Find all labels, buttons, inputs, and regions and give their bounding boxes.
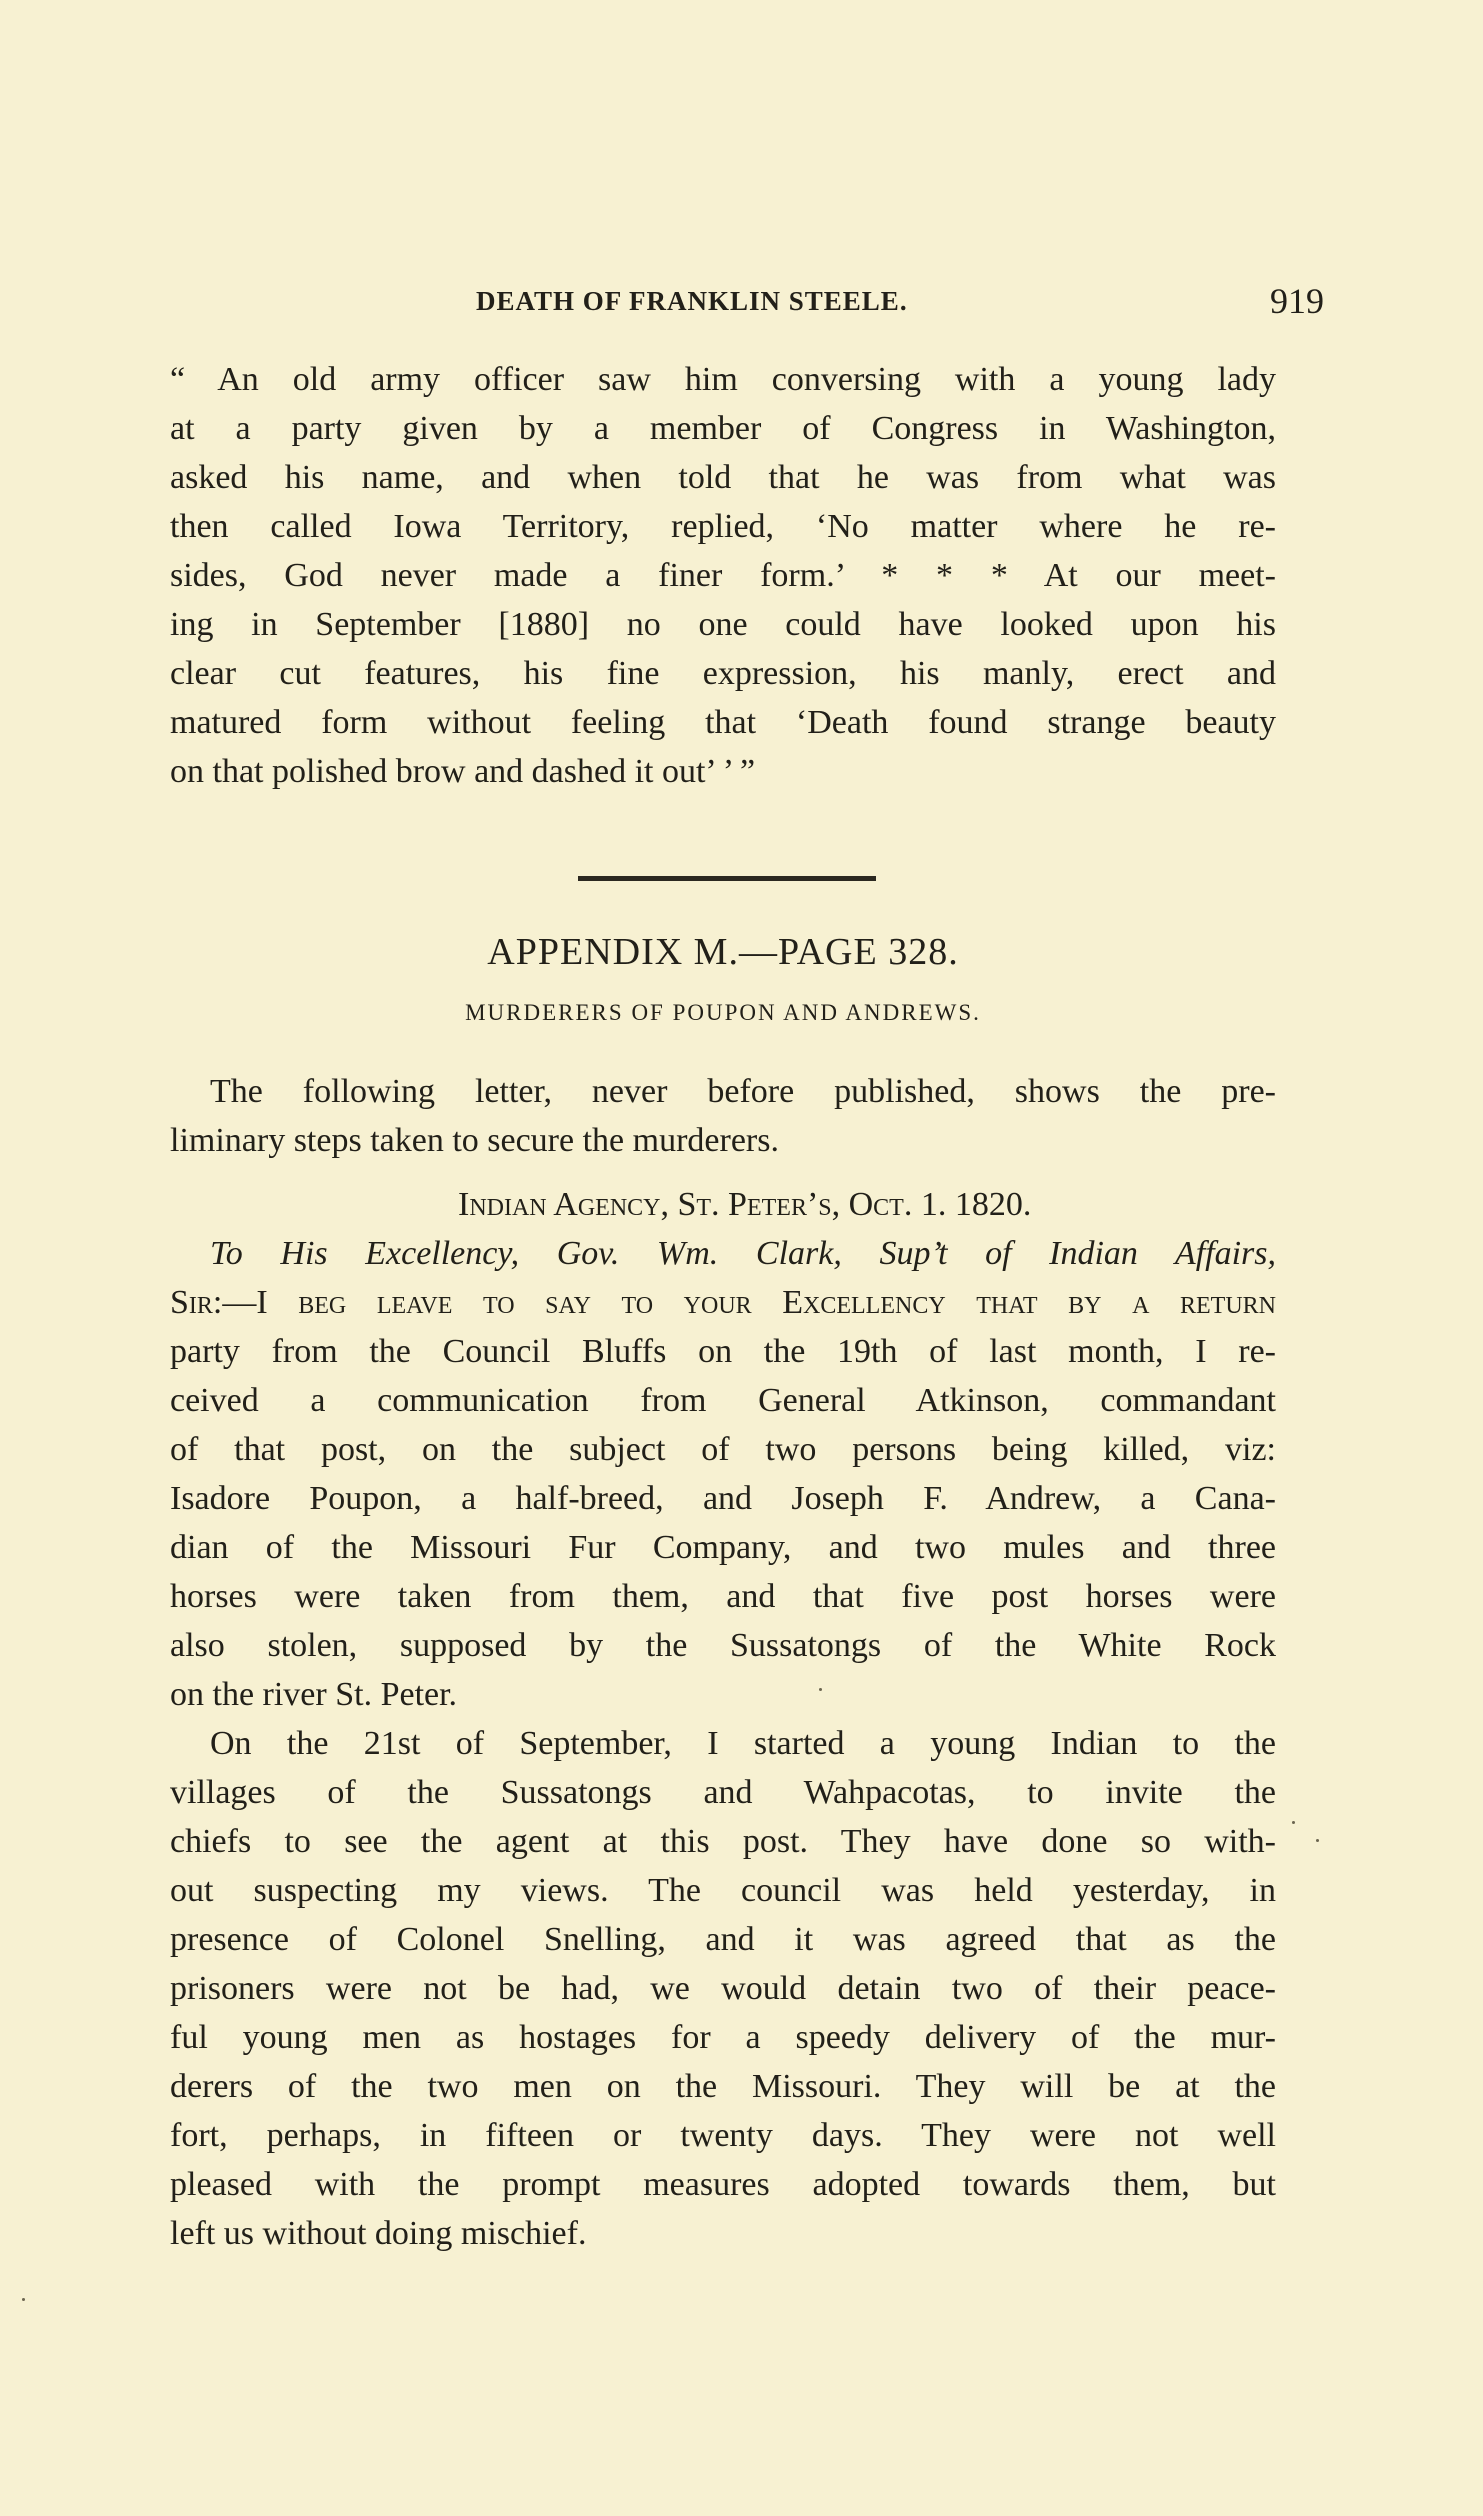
letter-heading: Indian Agency, St. Peter’s, Oct. 1. 1820. bbox=[458, 1186, 1032, 1223]
text-line: fort, perhaps, in fifteen or twenty days. They were not well bbox=[170, 2117, 1276, 2154]
text-line: out suspecting my views. The council was held yesterday, in bbox=[170, 1872, 1276, 1909]
appendix-heading: APPENDIX M.—PAGE 328. bbox=[487, 931, 959, 973]
letter-address: To His Excellency, Gov. Wm. Clark, Sup’t of Indian Affairs, bbox=[210, 1235, 1276, 1272]
text-line: presence of Colonel Snelling, and it was agreed that as the bbox=[170, 1921, 1276, 1958]
text-line: of that post, on the subject of two persons being killed, viz: bbox=[170, 1431, 1276, 1468]
paper-speck bbox=[22, 2298, 25, 2301]
text-line: horses were taken from them, and that five post horses were bbox=[170, 1578, 1276, 1615]
page-number: 919 bbox=[1270, 281, 1324, 321]
text-line: chiefs to see the agent at this post. They have done so with- bbox=[170, 1823, 1276, 1860]
quote-paragraph bbox=[170, 355, 1276, 796]
paper-speck bbox=[1316, 1839, 1319, 1842]
text-line: prisoners were not be had, we would detain two of their peace- bbox=[170, 1970, 1276, 2007]
appendix-subheading: MURDERERS OF POUPON AND ANDREWS. bbox=[465, 1000, 981, 1025]
paper-speck bbox=[819, 1688, 822, 1691]
text-line: Isadore Poupon, a half-breed, and Joseph F. Andrew, a Cana- bbox=[170, 1480, 1276, 1517]
text-line: liminary steps taken to secure the murderers. bbox=[170, 1122, 779, 1159]
section-divider bbox=[578, 876, 876, 881]
intro-paragraph bbox=[170, 1067, 1276, 1165]
text-line: ceived a communication from General Atkinson, commandant bbox=[170, 1382, 1276, 1419]
text-line: matured form without feeling that ‘Death found strange beauty bbox=[170, 704, 1276, 741]
text-line: also stolen, supposed by the Sussatongs of the White Rock bbox=[170, 1627, 1276, 1664]
text-line: On the 21st of September, I started a young Indian to the bbox=[210, 1725, 1276, 1762]
text-line: “ An old army officer saw him conversing with a young lady bbox=[170, 361, 1276, 398]
text-line: Sir:—I beg leave to say to your Excellency that by a return bbox=[170, 1284, 1276, 1321]
paper-speck bbox=[1292, 1821, 1295, 1824]
text-line: ful young men as hostages for a speedy delivery of the mur- bbox=[170, 2019, 1276, 2056]
text-line: asked his name, and when told that he was from what was bbox=[170, 459, 1276, 496]
text-line: party from the Council Bluffs on the 19th of last month, I re- bbox=[170, 1333, 1276, 1370]
text-line: pleased with the prompt measures adopted towards them, but bbox=[170, 2166, 1276, 2203]
text-line: sides, God never made a finer form.’ * * * At our meet- bbox=[170, 557, 1276, 594]
text-line: villages of the Sussatongs and Wahpacotas, to invite the bbox=[170, 1774, 1276, 1811]
text-line: ing in September [1880] no one could have looked upon his bbox=[170, 606, 1276, 643]
text-line: at a party given by a member of Congress in Washington, bbox=[170, 410, 1276, 447]
text-line: The following letter, never before published, shows the pre- bbox=[210, 1073, 1276, 1110]
running-title: DEATH OF FRANKLIN STEELE. bbox=[476, 286, 908, 316]
text-line: dian of the Missouri Fur Company, and two mules and three bbox=[170, 1529, 1276, 1566]
text-line: clear cut features, his fine expression, his manly, erect and bbox=[170, 655, 1276, 692]
text-line: then called Iowa Territory, replied, ‘No matter where he re- bbox=[170, 508, 1276, 545]
text-line: on that polished brow and dashed it out’ ’ ” bbox=[170, 753, 756, 790]
letter bbox=[170, 1180, 1276, 2258]
text-line: left us without doing mischief. bbox=[170, 2215, 587, 2252]
text-line: on the river St. Peter. bbox=[170, 1676, 458, 1713]
text-line: derers of the two men on the Missouri. They will be at the bbox=[170, 2068, 1276, 2105]
running-head bbox=[476, 280, 1324, 330]
